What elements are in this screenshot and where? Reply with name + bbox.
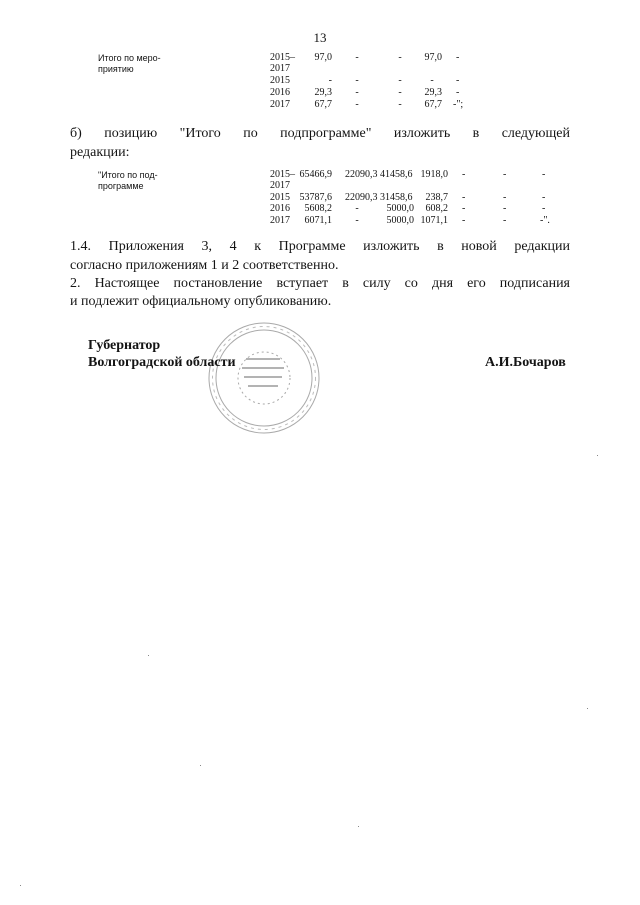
scan-speck <box>148 655 149 656</box>
table-cell: 29,3 <box>424 87 442 98</box>
scan-speck <box>597 455 598 456</box>
table-cell: - <box>462 192 466 203</box>
table-cell: 1071,1 <box>420 215 448 226</box>
table-cell: - <box>355 87 359 98</box>
scan-speck <box>20 885 21 886</box>
table-cell: - <box>503 192 507 203</box>
table-cell-year: 2015– <box>270 169 295 180</box>
table-cell: 29,3 <box>314 87 332 98</box>
table-row-label-cont: приятию <box>98 64 134 74</box>
signatory-title: Губернатор <box>88 338 161 353</box>
table-cell: - <box>355 99 359 110</box>
seal-stamp <box>204 318 324 438</box>
table-cell-year: 2017 <box>270 63 290 74</box>
table-cell: 67,7 <box>424 99 442 110</box>
table-cell-year: 2017 <box>270 99 290 110</box>
signatory-name: А.И.Бочаров <box>485 355 566 370</box>
signatory-region: Волгоградской области <box>88 355 236 370</box>
table-cell-year: 2015– <box>270 52 295 63</box>
table-cell: 53787,6 <box>299 192 332 203</box>
table-cell: - <box>328 75 332 86</box>
table-cell: 22090,3 31458,6 <box>345 192 413 203</box>
table-cell: - <box>456 87 460 98</box>
table-cell: 5608,2 <box>304 203 332 214</box>
table-cell: 97,0 <box>424 52 442 63</box>
table-cell: - <box>503 203 507 214</box>
table-cell: - <box>398 99 402 110</box>
table-cell: -"; <box>453 99 464 110</box>
table-cell: - <box>542 192 546 203</box>
table-cell: 6071,1 <box>304 215 332 226</box>
table-cell: - <box>355 203 359 214</box>
table-cell: 1918,0 <box>420 169 448 180</box>
table-cell: - <box>542 203 546 214</box>
paragraph-b-line: б) позицию "Итого по подпрограмме" изложить в следующей <box>70 126 570 141</box>
table-cell: 238,7 <box>425 192 448 203</box>
table-row-label: Итого по меро- <box>98 53 161 63</box>
table-row-label-cont: программе <box>98 181 144 191</box>
table-cell-year: 2015 <box>270 192 290 203</box>
table-cell: - <box>542 169 546 180</box>
table-cell: 65466,9 <box>299 169 332 180</box>
table-cell: - <box>503 215 507 226</box>
page-number: 13 <box>313 30 327 45</box>
table-cell: - <box>398 52 402 63</box>
table-cell-year: 2016 <box>270 87 290 98</box>
paragraph-b-line-cont: редакции: <box>70 145 130 160</box>
table-cell: - <box>398 75 402 86</box>
paragraph-2-line: 2. Настоящее постановление вступает в силу со дня его подписания <box>70 276 570 291</box>
table-cell: - <box>355 75 359 86</box>
paragraph-1-4-line-cont: согласно приложениям 1 и 2 соответственно. <box>70 258 339 273</box>
table-cell: - <box>462 215 466 226</box>
table-cell: 67,7 <box>314 99 332 110</box>
table-cell-year: 2017 <box>270 180 290 191</box>
table-cell: - <box>456 75 460 86</box>
table-cell: - <box>355 215 359 226</box>
table-cell: 97,0 <box>314 52 332 63</box>
paragraph-2-line-cont: и подлежит официальному опубликованию. <box>70 294 332 309</box>
table-cell-year: 2017 <box>270 215 290 226</box>
paragraph-1-4-line: 1.4. Приложения 3, 4 к Программе изложить в новой редакции <box>70 239 570 254</box>
table-row-label: "Итого по под- <box>98 170 158 180</box>
table-cell: - <box>355 52 359 63</box>
table-cell: 608,2 <box>425 203 448 214</box>
table-cell: 22090,3 41458,6 <box>345 169 413 180</box>
table-cell: 5000,0 <box>386 215 414 226</box>
table-cell-year: 2016 <box>270 203 290 214</box>
table-cell: 5000,0 <box>386 203 414 214</box>
table-cell: - <box>456 52 460 63</box>
scan-speck <box>587 708 588 709</box>
table-cell: - <box>430 75 434 86</box>
table-cell: -". <box>540 215 550 226</box>
table-cell: - <box>462 169 466 180</box>
table-cell: - <box>462 203 466 214</box>
scan-speck <box>200 765 201 766</box>
table-cell: - <box>398 87 402 98</box>
scan-speck <box>358 826 359 827</box>
table-cell: - <box>503 169 507 180</box>
table-cell-year: 2015 <box>270 75 290 86</box>
